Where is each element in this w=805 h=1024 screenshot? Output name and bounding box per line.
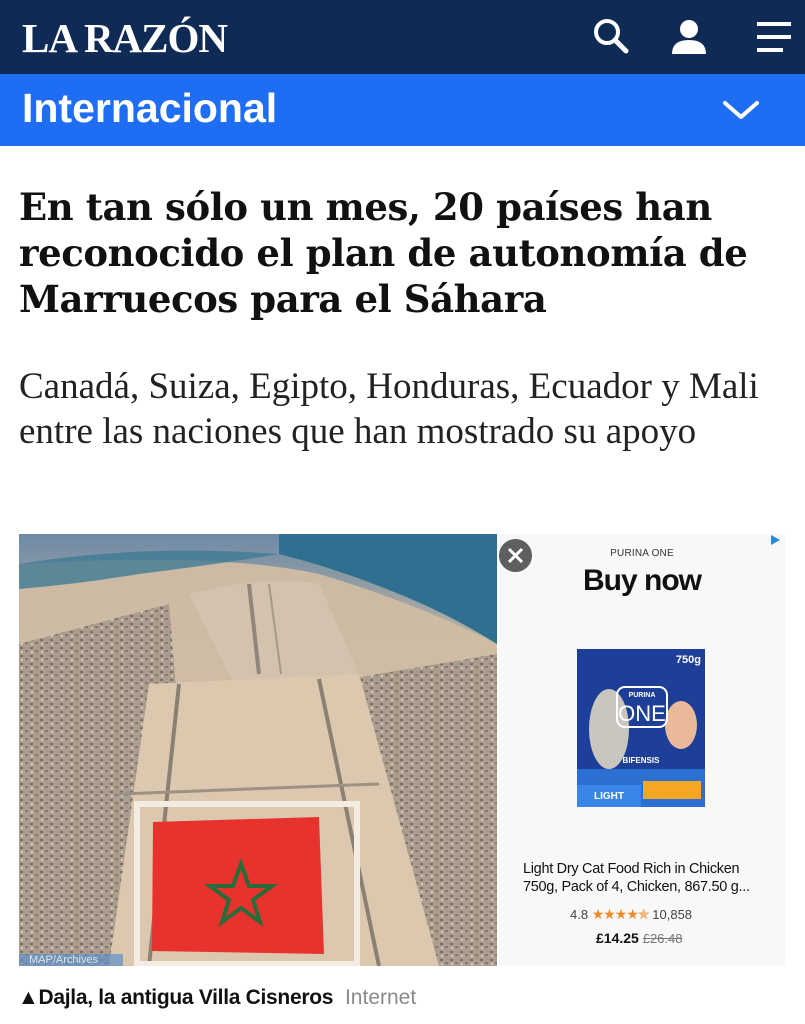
search-icon[interactable]: [590, 16, 632, 58]
section-bar: [0, 74, 805, 146]
caption-credit: Internet: [344, 986, 417, 1009]
user-icon[interactable]: [668, 16, 710, 58]
star-rating-icon: ★★★★✯: [591, 906, 649, 922]
package-brand: PURINA: [628, 692, 656, 699]
current-price: £14.25: [596, 930, 639, 946]
ad-choices-icon[interactable]: [769, 534, 781, 546]
package-name: ONE: [618, 701, 666, 726]
article-headline: En tan sólo un mes, 20 países han reconocido el plan de autonomía de Marruecos para el Sáhara: [19, 185, 748, 321]
ad-brand: PURINA ONE: [610, 548, 674, 559]
article-photo[interactable]: [19, 534, 497, 966]
review-count: 10,858: [652, 907, 693, 922]
photo-credit: MAP/Archives: [29, 954, 99, 966]
ad-product-title[interactable]: Light Dry Cat Food Rich in Chicken 750g, Pack of 4, Chicken, 867.50 g...: [523, 861, 750, 895]
aerial-photo-image: [19, 534, 497, 966]
site-logo[interactable]: LA RAZÓN: [22, 15, 228, 61]
package-weight: 750g: [675, 654, 701, 666]
menu-icon[interactable]: [753, 16, 795, 58]
caption-text: Dajla, la antigua Villa Cisneros: [38, 986, 334, 1009]
package-line1: BIFENSIS: [622, 756, 660, 765]
rating-value: 4.8: [570, 907, 589, 922]
photo-caption: [18, 986, 416, 1010]
chevron-down-icon[interactable]: [716, 88, 766, 132]
ad-panel[interactable]: [499, 534, 785, 966]
product-package-image[interactable]: [577, 649, 705, 807]
site-header: [0, 0, 805, 74]
article-subtitle: Canadá, Suiza, Egipto, Honduras, Ecuador y Mali entre las naciones que han mostrado su apoyo: [19, 366, 759, 452]
ad-rating: [570, 906, 692, 923]
package-line2: LIGHT: [594, 791, 624, 802]
ad-buy-now[interactable]: Buy now: [583, 564, 701, 597]
section-title[interactable]: Internacional: [22, 85, 278, 131]
old-price: £26.48: [642, 931, 683, 946]
caption-marker-icon: ▲: [18, 986, 39, 1009]
ad-price: [596, 930, 682, 946]
